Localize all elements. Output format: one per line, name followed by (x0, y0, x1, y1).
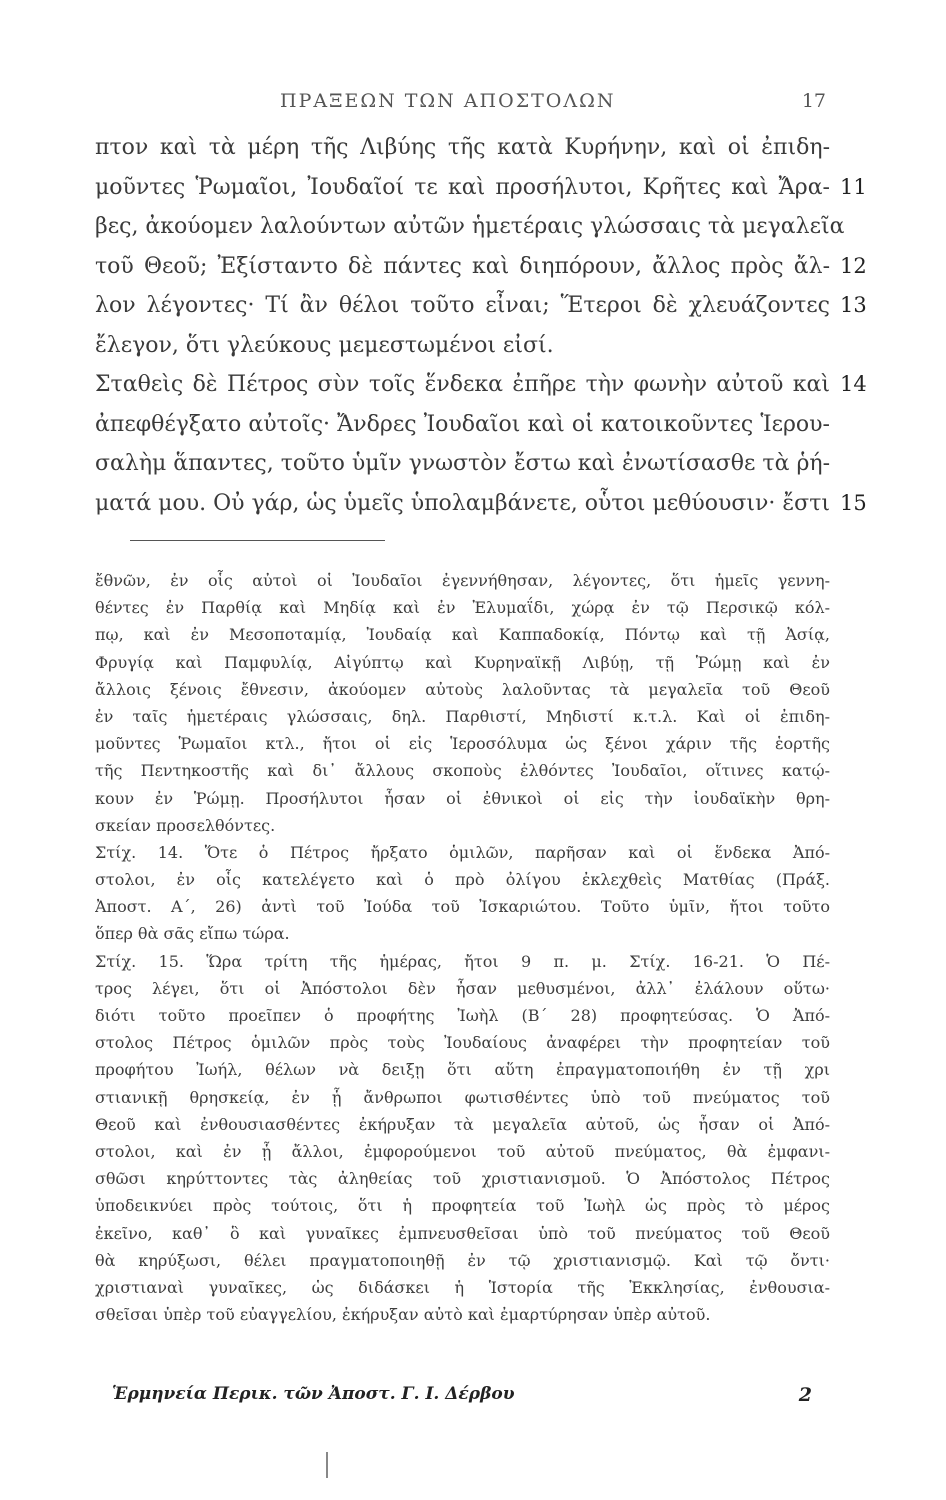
note-line: ὑποδεικνύει πρὸς τούτοις, ὅτι ἡ προφητεία τοῦ Ἰωὴλ ὡς πρὸς τὸ μέρος (95, 1196, 830, 1216)
note-line: ἄλλοις ξένοις ἔθνεσιν, ἀκούομεν αὐτοὺς λαλοῦντας τὰ μεγαλεῖα τοῦ Θεοῦ (95, 679, 830, 699)
verse-number: 12 (840, 253, 867, 278)
note-line: προφήτου Ἰωήλ, θέλων νὰ δειξῃ ὅτι αὕτη ἐπραγματοποιήθη ἐν τῇ χρι (95, 1060, 830, 1080)
note-line: ἐν ταῖς ἡμετέραις γλώσσαις, δηλ. Παρθιστί, Μηδιστί κ.τ.λ. Καὶ οἱ ἐπιδη- (95, 706, 830, 726)
note-line: Θεοῦ καὶ ἐνθουσιασθέντες ἐκήρυξαν τὰ μεγαλεῖα αὐτοῦ, ὡς ἦσαν οἱ Ἀπό- (95, 1114, 830, 1134)
note-line: ἐκεῖνο, καθ᾽ ὃ καὶ γυναῖκες ἐμπνευσθεῖσαι ὑπὸ τοῦ πνεύματος τοῦ Θεοῦ (95, 1223, 830, 1243)
printer-signature (112, 1384, 812, 1412)
note-line: τῆς Πεντηκοστῆς καὶ δι᾽ ἄλλους σκοποὺς ἐλθόντες Ἰουδαῖοι, οἵτινες κατῴ- (95, 761, 830, 781)
note-line: σθῶσι κηρύττοντες τὰς ἀληθείας τοῦ χριστιανισμοῦ. Ὁ Ἀπόστολος Πέτρος (95, 1169, 830, 1189)
footnote-separator (130, 540, 385, 541)
running-header (260, 90, 826, 118)
note-line: θὰ κηρύξωσι, θέλει πραγματοποιηθῇ ἐν τῷ χριστιανισμῷ. Καὶ τῷ ὄντι· (95, 1250, 830, 1270)
sheet-number: 2 (798, 1384, 812, 1406)
commentary-notes (95, 567, 830, 1328)
verse-number: 11 (840, 174, 867, 199)
main-line: σαλὴμ ἅπαντες, τοῦτο ὑμῖν γνωστὸν ἔστω καὶ ἐνωτίσασθε τὰ ῥή- (95, 451, 831, 476)
main-line: ματά μου. Οὐ γάρ, ὡς ὑμεῖς ὑπολαμβάνετε, οὗτοι μεθύουσιν· ἔστι 15 (95, 484, 830, 524)
note-line: στολοι, ἐν οἷς κατελέγετο καὶ ὁ πρὸ ὀλίγου ἐκλεχθεὶς Ματθίας (Πράξ. (95, 870, 830, 890)
note-line: μοῦντες Ῥωμαῖοι κτλ., ἤτοι οἱ εἰς Ἱεροσόλυμα ὡς ξένοι χάριν τῆς ἑορτῆς (95, 734, 830, 754)
main-line: λον λέγοντες· Τί ἂν θέλοι τοῦτο εἶναι; Ἕτεροι δὲ χλευάζοντες 13 (95, 286, 830, 326)
note-line: στολος Πέτρος ὁμιλῶν πρὸς τοὺς Ἰουδαίους ἀναφέρει τὴν προφητείαν τοῦ (95, 1033, 830, 1053)
note-line: ὅπερ θὰ σᾶς εἴπω τώρα. (95, 924, 290, 944)
main-line: βες, ἀκούομεν λαλούντων αὐτῶν ἡμετέραις γλώσσαις τὰ μεγαλεῖα (95, 214, 845, 239)
main-text (95, 128, 867, 523)
note-line: θέντες ἐν Παρθίᾳ καὶ Μηδίᾳ καὶ ἐν Ἐλυμαΐδι, χώρᾳ ἐν τῷ Περσικῷ κόλ- (95, 598, 830, 618)
running-title: ΠΡΑΞΕΩΝ ΤΩΝ ΑΠΟΣΤΟΛΩΝ (280, 90, 616, 112)
note-line: πῳ, καὶ ἐν Μεσοποταμίᾳ, Ἰουδαίᾳ καὶ Καππαδοκίᾳ, Πόντῳ καὶ τῇ Ἀσίᾳ, (95, 625, 830, 645)
main-line: πτον καὶ τὰ μέρη τῆς Λιβύης τῆς κατὰ Κυρήνην, καὶ οἱ ἐπιδη- (95, 135, 830, 160)
note-line: στιανικῇ θρησκείᾳ, ἐν ᾗ ἄνθρωποι φωτισθέντες ὑπὸ τοῦ πνεύματος τοῦ (95, 1087, 830, 1107)
note-line: Στίχ. 14. Ὅτε ὁ Πέτρος ἤρξατο ὁμιλῶν, παρῆσαν καὶ οἱ ἕνδεκα Ἀπό- (95, 842, 830, 862)
note-line: χριστιαναὶ γυναῖκες, ὡς διδάσκει ἡ Ἱστορία τῆς Ἐκκλησίας, ἐνθουσια- (95, 1277, 830, 1297)
note-line: διότι τοῦτο προεῖπεν ὁ προφήτης Ἰωὴλ (Β΄ 28) προφητεύσας. Ὁ Ἀπό- (95, 1006, 830, 1025)
page-number: 17 (801, 90, 826, 112)
main-line: τοῦ Θεοῦ; Ἐξίσταντο δὲ πάντες καὶ διηπόρουν, ἄλλος πρὸς ἄλ- 12 (95, 247, 830, 287)
note-line: Φρυγίᾳ καὶ Παμφυλίᾳ, Αἰγύπτῳ καὶ Κυρηναϊκῇ Λιβύῃ, τῇ Ῥώμῃ καὶ ἐν (95, 652, 830, 672)
note-line: κουν ἐν Ῥώμῃ. Προσήλυτοι ἦσαν οἱ ἐθνικοὶ οἱ εἰς τὴν ἰουδαϊκὴν θρη- (95, 788, 830, 808)
note-line: Ἀποστ. Α΄, 26) ἀντὶ τοῦ Ἰούδα τοῦ Ἰσκαριώτου. Τοῦτο ὑμῖν, ἤτοι τοῦτο (95, 897, 830, 917)
note-line: σθεῖσαι ὑπὲρ τοῦ εὐαγγελίου, ἐκήρυξαν αὐτὸ καὶ ἐμαρτύρησαν ὑπὲρ αὐτοῦ. (95, 1305, 711, 1325)
verse-number: 15 (840, 490, 867, 515)
note-line: τρος λέγει, ὅτι οἱ Ἀπόστολοι δὲν ἦσαν μεθυσμένοι, ἀλλ᾽ ἐλάλουν οὕτω· (95, 978, 830, 998)
verse-number: 13 (840, 293, 867, 317)
main-line: μοῦντες Ῥωμαῖοι, Ἰουδαῖοί τε καὶ προσήλυτοι, Κρῆτες καὶ Ἄρα- 11 (95, 168, 830, 208)
main-line: ἀπεφθέγξατο αὐτοῖς· Ἄνδρες Ἰουδαῖοι καὶ οἱ κατοικοῦντες Ἱερου- (95, 411, 830, 437)
note-line: ἔθνῶν, ἐν οἷς αὐτοὶ οἱ Ἰουδαῖοι ἐγεννήθησαν, λέγοντες, ὅτι ἡμεῖς γεννη- (95, 571, 830, 590)
signature-text: Ἑρμηνεία Περικ. τῶν Ἀποστ. Γ. Ι. Δέρβου (112, 1384, 515, 1404)
scan-mark (326, 1452, 328, 1478)
note-line: Στίχ. 15. Ὥρα τρίτη τῆς ἡμέρας, ἤτοι 9 π. μ. Στίχ. 16-21. Ὁ Πέ- (95, 951, 830, 971)
main-line: ἔλεγον, ὅτι γλεύκους μεμεστωμένοι εἰσί. (95, 332, 554, 358)
verse-number: 14 (840, 372, 867, 396)
note-line: σκείαν προσελθόντες. (95, 815, 276, 835)
main-line: Σταθεὶς δὲ Πέτρος σὺν τοῖς ἕνδεκα ἐπῆρε τὴν φωνὴν αὐτοῦ καὶ 14 (95, 365, 830, 405)
note-line: στολοι, καὶ ἐν ᾗ ἄλλοι, ἐμφορούμενοι τοῦ αὐτοῦ πνεύματος, θὰ ἐμφανι- (95, 1141, 830, 1161)
